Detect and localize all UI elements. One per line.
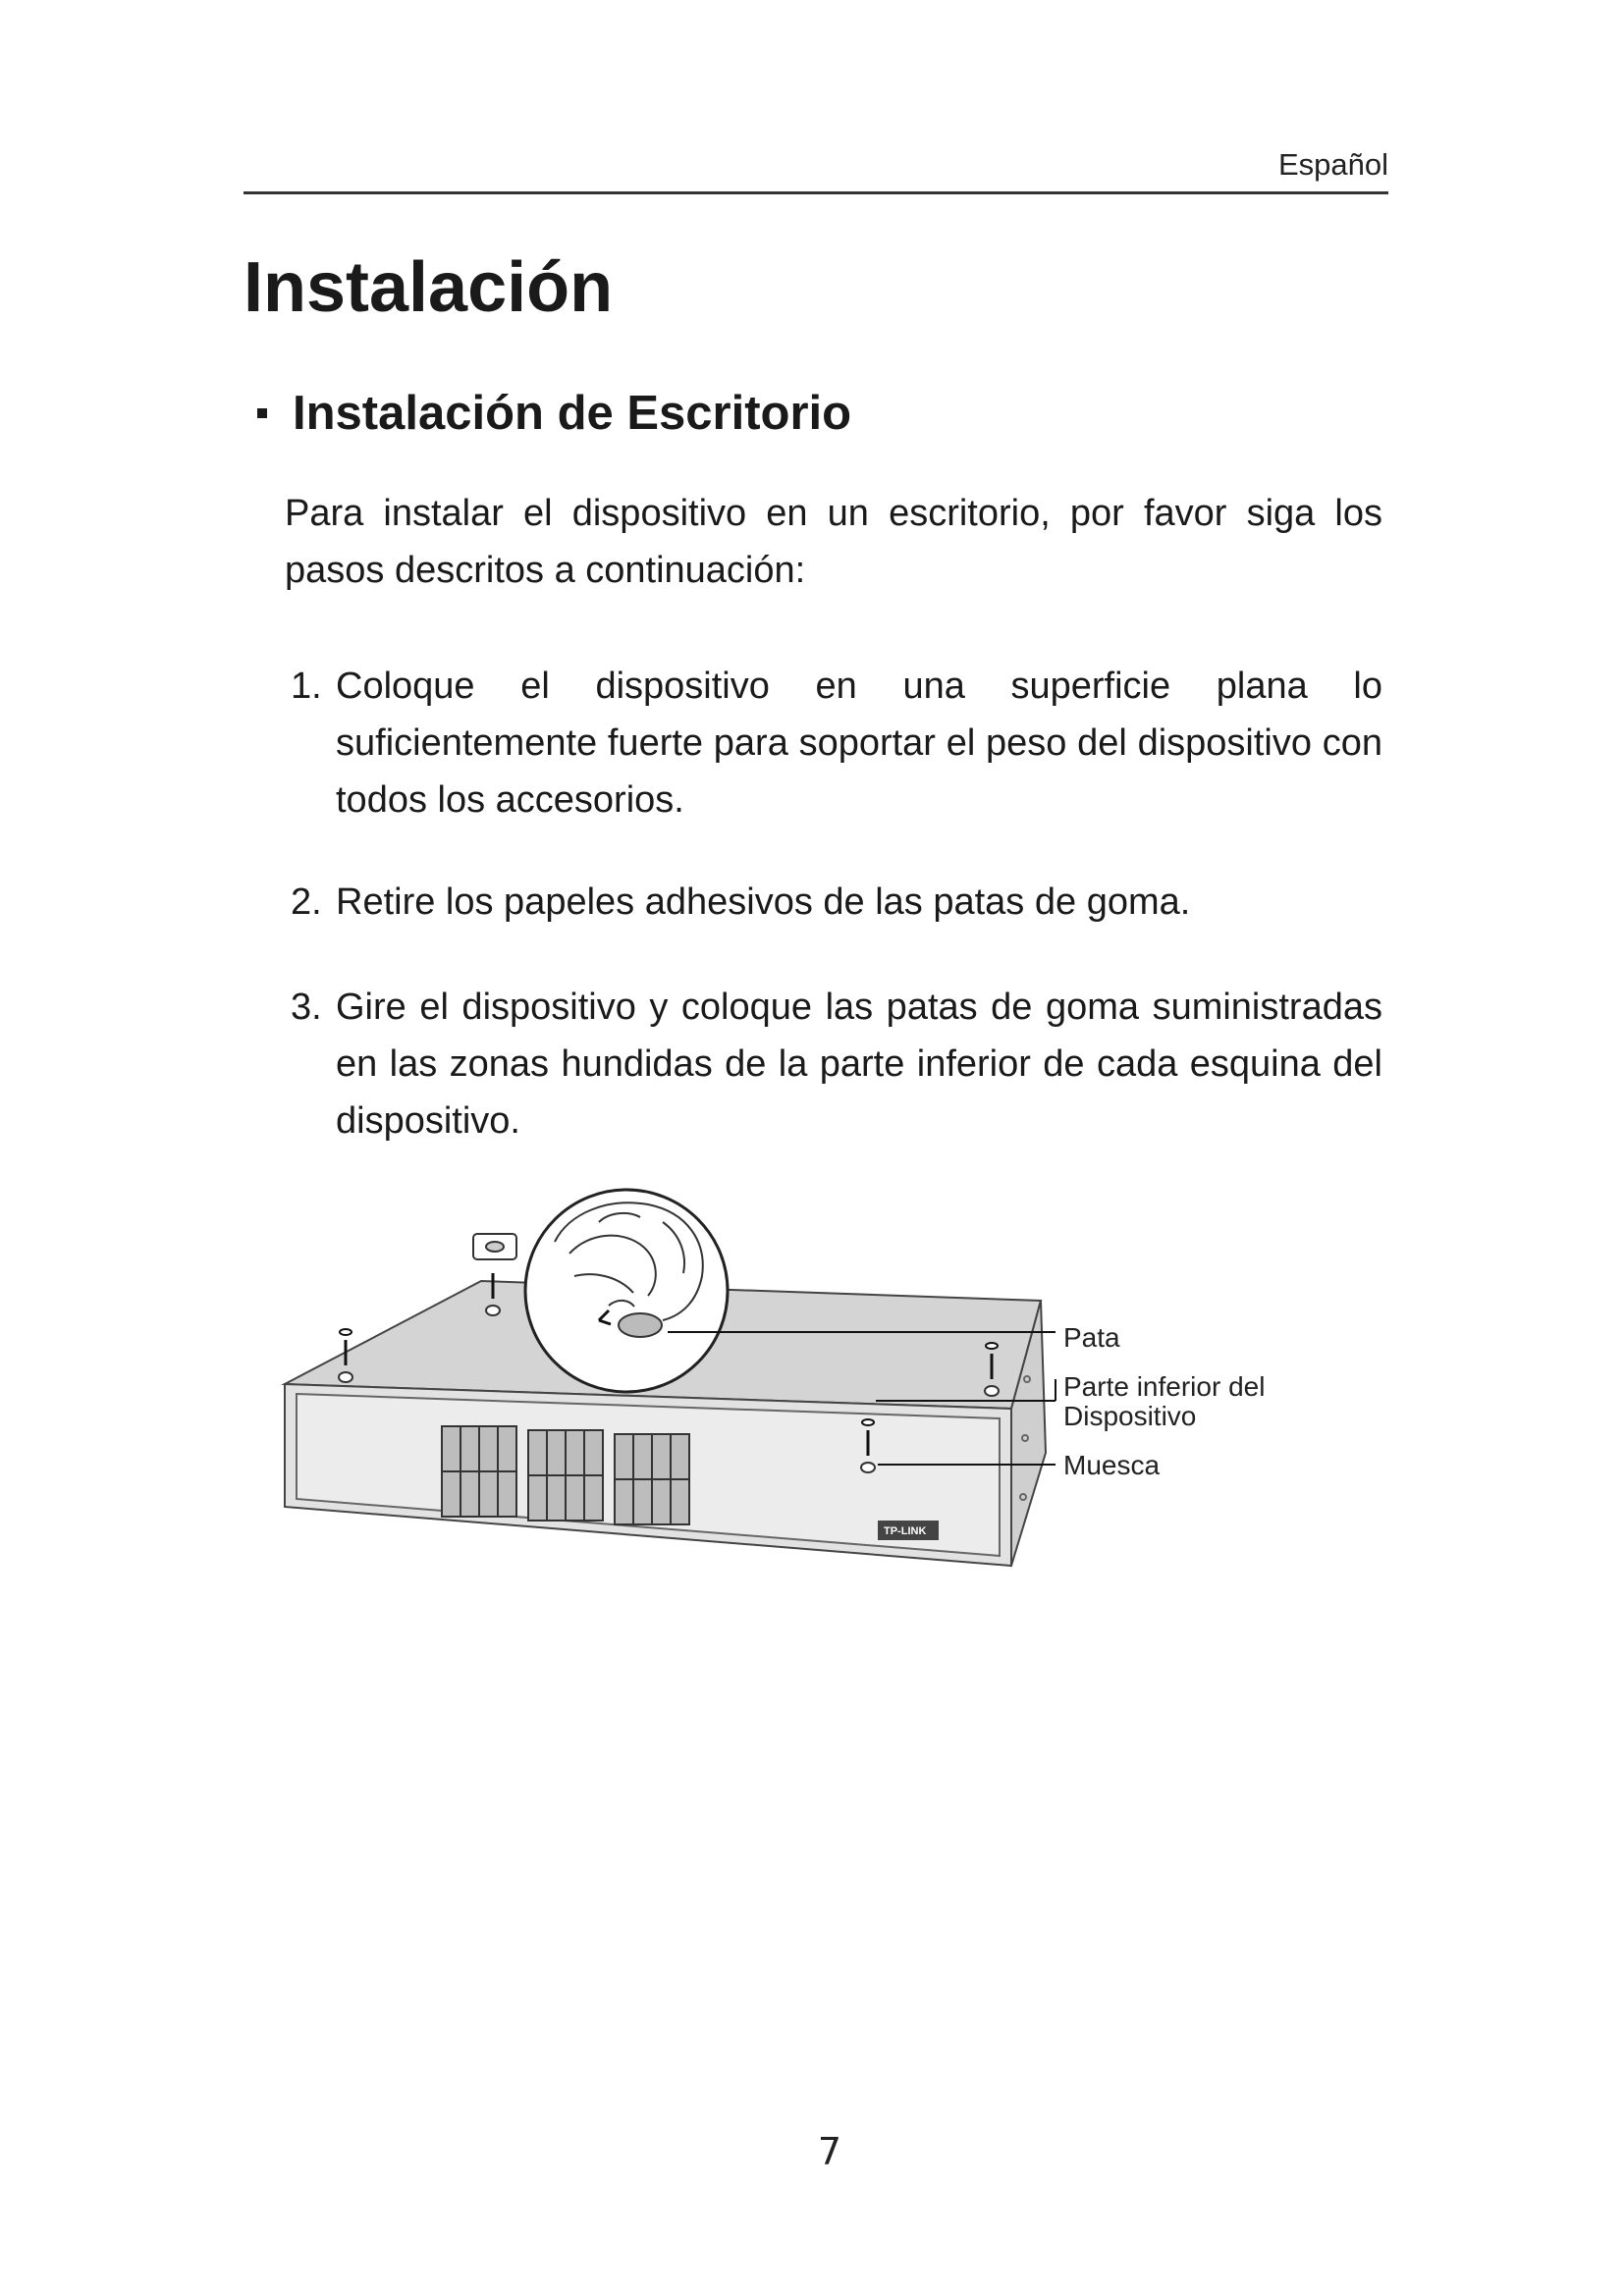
step-text: Retire los papeles adhesivos de las patas de goma. xyxy=(336,881,1191,923)
step-text: Coloque el dispositivo en una superficie plana lo suficientemente fuerte para soportar el peso del dispositivo con todos los accesorios. xyxy=(336,666,1382,821)
section-title xyxy=(244,386,851,441)
step-1 xyxy=(291,658,1382,828)
header-language: Español xyxy=(1277,147,1388,182)
step-2 xyxy=(291,874,1382,931)
rubber-foot-icon xyxy=(619,1313,662,1337)
brand-mark: TP-LINK xyxy=(884,1525,927,1537)
page-title: Instalación xyxy=(244,248,614,327)
label-device-bottom-line1: Parte inferior del xyxy=(1063,1371,1266,1402)
label-device-bottom xyxy=(1063,1372,1265,1431)
ethernet-ports-icon xyxy=(442,1426,689,1524)
step-text: Gire el dispositivo y coloque las patas de goma suministradas en las zonas hundidas de la parte inferior de cada esquina del dispositivo. xyxy=(336,987,1382,1142)
step-number: 1. xyxy=(291,666,322,707)
step-number: 2. xyxy=(291,881,322,923)
page-number: 7 xyxy=(817,2130,842,2173)
label-foot: Pata xyxy=(1063,1322,1120,1353)
section-title-text: Instalación de Escritorio xyxy=(293,387,852,440)
step-3 xyxy=(291,979,1382,1149)
label-notch: Muesca xyxy=(1063,1450,1161,1480)
intro-paragraph: Para instalar el dispositivo en un escritorio, por favor siga los pasos descritos a continuación: xyxy=(285,493,1382,591)
header-rule xyxy=(244,191,1388,194)
label-device-bottom-line2: Dispositivo xyxy=(1063,1401,1197,1431)
step-number: 3. xyxy=(291,987,322,1028)
bullet-icon xyxy=(257,408,267,418)
